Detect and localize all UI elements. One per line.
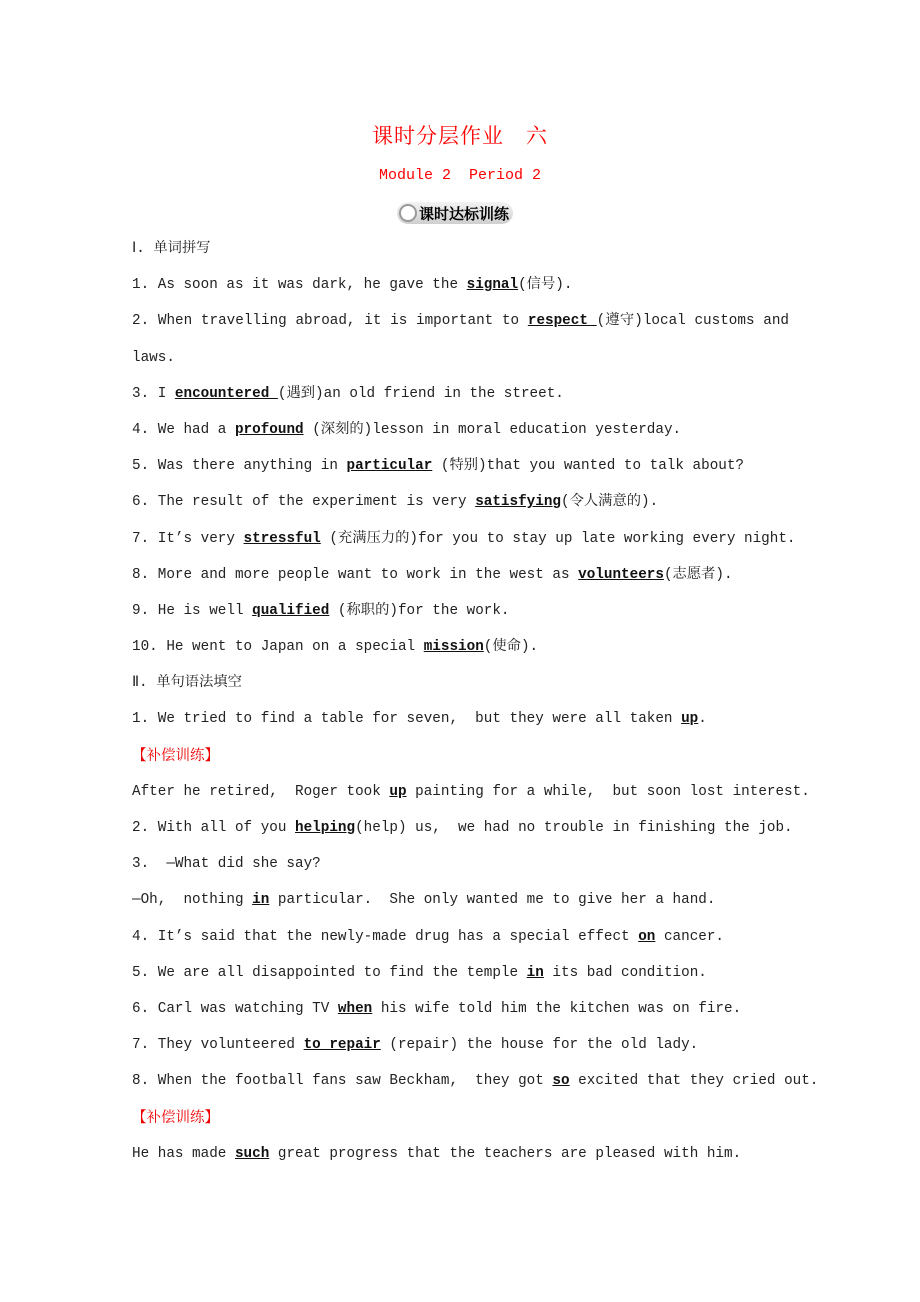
exercise-line — [132, 774, 810, 810]
exercise-line — [132, 484, 789, 520]
line-text: 4. It’s said that the newly-made drug has a special effect — [132, 928, 639, 945]
line-text: (help) us, we had no trouble in finishing the job. — [355, 820, 793, 836]
line-text: He has made — [132, 1145, 235, 1162]
line-text: his wife told him the kitchen was on fire. — [372, 1000, 742, 1017]
line-text: 8. More and more people want to work in the west as — [132, 566, 579, 583]
line-text: 2. When travelling abroad, it is important to — [132, 313, 528, 330]
line-text: excited that they cried out. — [569, 1073, 819, 1090]
answer: encountered — [174, 385, 278, 402]
line-text: 10. He went to Japan on a special — [132, 639, 424, 656]
line-text: (遵守)local customs and — [596, 313, 790, 330]
line-text: 【补偿训练】 — [132, 1109, 219, 1126]
answer: in — [526, 964, 544, 981]
line-text: 4. We had a — [132, 421, 235, 438]
line-text: 6. The result of the experiment is very — [132, 494, 476, 511]
line-text: 5. We are all disappointed to find the temple — [132, 964, 527, 981]
answer: on — [638, 928, 656, 945]
exercise-line — [132, 267, 789, 303]
line-text: (使命). — [483, 639, 539, 656]
line-text: (repair) the house for the old lady. — [380, 1037, 699, 1054]
answer: such — [234, 1145, 270, 1162]
line-text: cancer. — [655, 928, 725, 945]
answer: satisfying — [475, 494, 561, 511]
line-text: 6. Carl was watching TV — [132, 1000, 338, 1017]
answer: to repair — [303, 1037, 381, 1054]
exercise-line — [132, 629, 789, 665]
line-text: (信号). — [518, 277, 573, 294]
exercise-line — [132, 231, 789, 267]
line-text: 3. I — [132, 385, 175, 402]
exercise-line — [132, 991, 789, 1027]
section-badge-label: 课时达标训练 — [419, 204, 510, 223]
answer: qualified — [252, 602, 330, 619]
answer: volunteers — [578, 566, 664, 583]
line-text: Ⅱ. 单句语法填空 — [132, 675, 242, 692]
exercise-line — [132, 810, 793, 846]
exercise-line — [132, 412, 789, 448]
exercise-line — [132, 701, 789, 737]
exercise-line — [132, 846, 789, 882]
line-text: painting for a while, but soon lost interest. — [406, 783, 810, 800]
exercise-line — [132, 521, 796, 557]
section-badge — [397, 202, 513, 224]
exercise-line — [132, 882, 789, 918]
line-text: 8. When the football fans saw Beckham, they got — [132, 1073, 553, 1090]
line-text: (称职的)for the work. — [329, 602, 510, 619]
line-text: 7. They volunteered — [132, 1037, 304, 1054]
answer: profound — [234, 421, 304, 438]
line-text: (特别)that you wanted to talk about? — [432, 458, 745, 475]
answer: up — [681, 711, 699, 728]
answer: particular — [346, 458, 433, 475]
exercise-line — [132, 955, 789, 991]
answer: so — [552, 1073, 570, 1090]
line-text: 5. Was there anything in — [132, 458, 347, 475]
exercise-line — [132, 557, 789, 593]
line-text: (遇到)an old friend in the street. — [277, 385, 564, 402]
line-text: After he retired, Roger took — [132, 783, 390, 800]
exercise-line — [132, 376, 789, 412]
answer: signal — [466, 277, 519, 294]
line-text: 1. As soon as it was dark, he gave the — [132, 277, 467, 294]
line-text: (深刻的)lesson in moral education yesterday. — [303, 421, 682, 438]
line-text: particular. She only wanted me to give her a hand. — [269, 892, 716, 909]
page-subtitle: Module 2 Period 2 — [378, 167, 542, 184]
exercise-body — [132, 231, 819, 1172]
line-text: Ⅰ. 单词拼写 — [132, 241, 211, 257]
exercise-line — [132, 303, 789, 339]
line-text: 【补偿训练】 — [132, 747, 219, 764]
section-note — [132, 1100, 789, 1136]
section-note — [132, 738, 789, 774]
line-text: . — [698, 711, 707, 728]
line-text: (充满压力的)for you to stay up late working every night. — [320, 530, 796, 547]
answer: when — [337, 1000, 373, 1017]
exercise-line — [132, 1027, 789, 1063]
answer: respect — [527, 313, 597, 330]
line-text: 7. It’s very — [132, 530, 244, 547]
line-text: 2. With all of you — [132, 820, 296, 836]
exercise-line — [132, 448, 789, 484]
answer: stressful — [243, 530, 321, 547]
exercise-line — [132, 919, 789, 955]
line-text: —Oh, nothing — [132, 892, 253, 909]
page-title: 课时分层作业 六 — [372, 124, 548, 148]
exercise-line — [132, 665, 789, 701]
line-text: its bad condition. — [543, 964, 707, 981]
answer: in — [252, 892, 270, 909]
line-text: (令人满意的). — [560, 494, 659, 511]
exercise-line — [132, 593, 789, 629]
exercise-line — [132, 340, 789, 376]
exercise-line — [132, 1136, 789, 1172]
magnifier-icon — [399, 204, 417, 222]
line-text: 3. —What did she say? — [132, 856, 321, 873]
line-text: 1. We tried to find a table for seven, but they were all taken — [132, 711, 682, 728]
answer: up — [389, 783, 407, 800]
answer: helping — [295, 820, 356, 836]
answer: mission — [423, 639, 484, 656]
line-text: laws. — [132, 349, 175, 366]
line-text: (志愿者). — [663, 566, 733, 583]
line-text: 9. He is well — [132, 602, 253, 619]
line-text: great progress that the teachers are pleased with him. — [269, 1145, 742, 1162]
exercise-line — [132, 1063, 819, 1099]
